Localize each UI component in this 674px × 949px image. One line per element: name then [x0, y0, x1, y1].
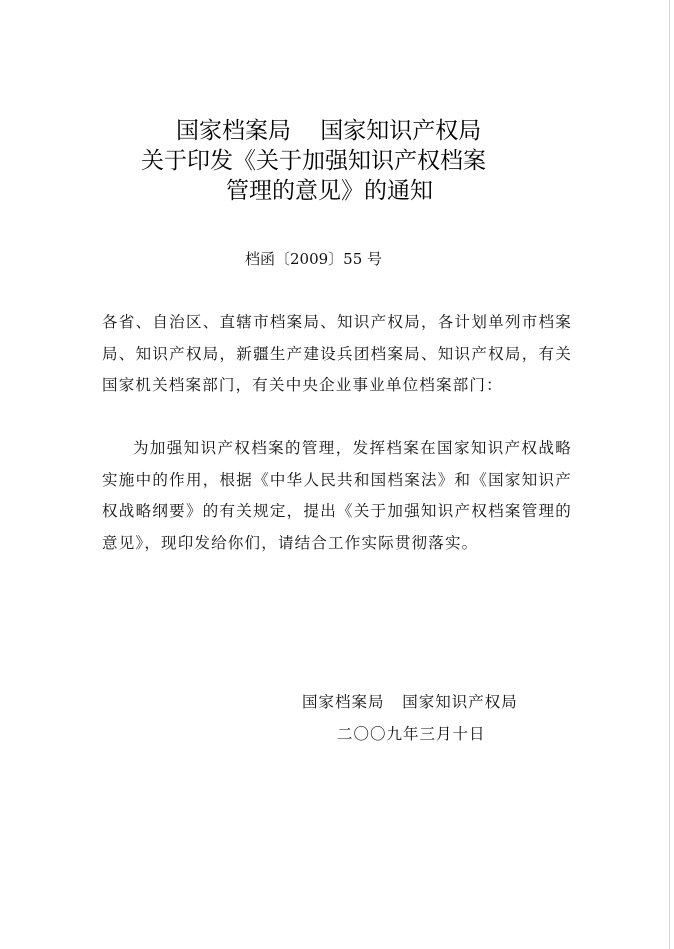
title-line-issuers: 国家档案局 国家知识产权局 [176, 118, 482, 144]
body-paragraph: 为加强知识产权档案的管理，发挥档案在国家知识产权战略实施中的作用，根据《中华人民共和国档案法》和《国家知识产权战略纲要》的有关规定，提出《关于加强知识产权档案管理的意见》，现印发给你们，请结合工作实际贯彻落实。 [102, 439, 572, 552]
title-line-subject-end: 管理的意见》的通知 [226, 178, 433, 204]
salutation: 各省、自治区、直辖市档案局、知识产权局，各计划单列市档案局、知识产权局，新疆生产建设兵团档案局、知识产权局，有关国家机关档案部门，有关中央企业事业单位档案部门： [102, 313, 572, 394]
signature-organizations: 国家档案局 国家知识产权局 [302, 693, 518, 711]
signature-date: 二〇〇九年三月十日 [337, 725, 486, 743]
title-line-subject: 关于印发《关于加强知识产权档案 [141, 148, 486, 174]
page-edge-line [669, 0, 670, 949]
document-number: 档函〔2009〕55 号 [245, 250, 383, 268]
